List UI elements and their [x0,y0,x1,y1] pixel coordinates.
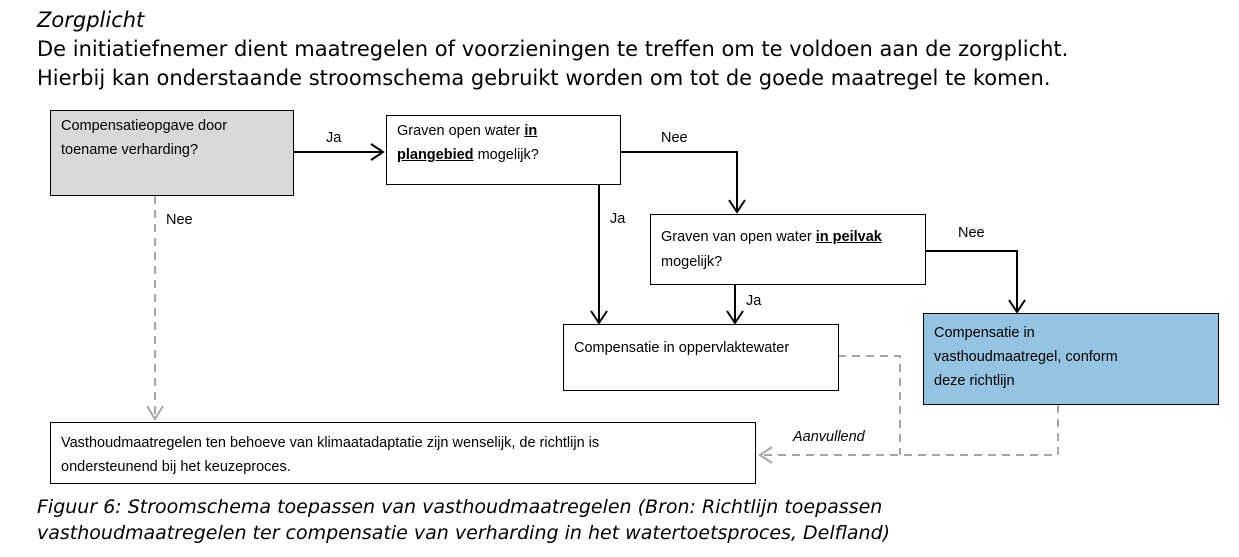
plangebied-emphasis-1: in [524,123,538,139]
plangebied-text-before: Graven open water [397,123,525,139]
label-ja-1: Ja [326,130,342,146]
section-heading: Zorgplicht [37,8,145,32]
vasthoudmaatregel-line-1: Compensatie in [934,325,1035,341]
peilvak-text-before: Graven van open water [661,229,816,245]
klimaatadaptatie-line-2: ondersteunend bij het keuzeproces. [61,459,291,475]
label-aanvullend: Aanvullend [793,429,865,445]
vasthoudmaatregel-line-3: deze richtlijn [934,373,1015,389]
peilvak-line-2: mogelijk? [661,254,723,270]
label-nee-2: Nee [166,212,193,228]
peilvak-emphasis: in peilvak [815,229,882,245]
box-klimaatadaptatie [50,422,756,484]
intro-line-2: Hierbij kan onderstaande stroomschema gebruikt worden om tot de goede maatregel te komen. [37,66,1051,90]
box-graven-plangebied [386,115,621,185]
arrow-nee-plangebied-to-peilvak [620,152,737,212]
label-ja-2: Ja [610,211,626,227]
plangebied-emphasis-2: plangebied [397,147,474,163]
label-nee-3: Nee [958,225,985,241]
box-compensatie-vasthoudmaatregel [923,313,1219,405]
box-compensatie-oppervlaktewater [563,324,839,391]
oppervlaktewater-text: Compensatie in oppervlaktewater [574,340,790,356]
plangebied-text-after: mogelijk? [473,147,539,163]
box-graven-peilvak [650,214,926,285]
box-compensatieopgave [50,110,294,196]
intro-line-1: De initiatiefnemer dient maatregelen of voorzieningen te treffen om te voldoen aan de zorgplicht. [37,37,1069,61]
box-compensatieopgave-line-1: Compensatieopgave door [61,118,228,134]
figure-caption-line-2: vasthoudmaatregelen ter compensatie van verharding in het watertoetsproces, Delfland) [37,522,891,544]
arrow-nee-peilvak-to-vasthoudmaatregel [925,251,1017,312]
vasthoudmaatregel-line-2: vasthoudmaatregel, conform [934,349,1118,365]
figure-caption-line-1: Figuur 6: Stroomschema toepassen van vasthoudmaatregelen (Bron: Richtlijn toepassen [37,496,883,518]
label-nee-1: Nee [661,130,688,146]
klimaatadaptatie-line-1: Vasthoudmaatregelen ten behoeve van klimaatadaptatie zijn wenselijk, de richtlijn is [61,435,600,451]
box-compensatieopgave-line-2: toename verharding? [61,142,199,158]
label-ja-3: Ja [746,293,762,309]
